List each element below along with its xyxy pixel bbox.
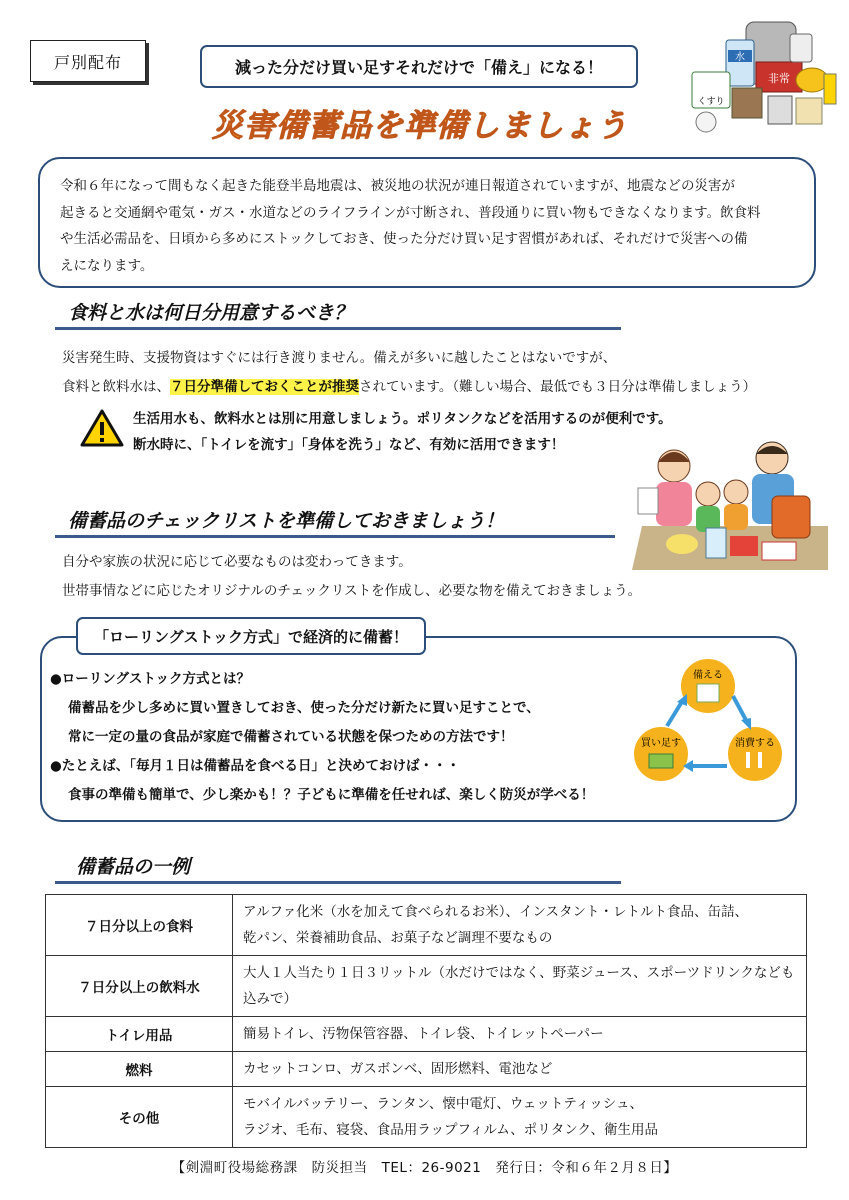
rolling-stock-title: 「ローリングストック方式」で経済的に備蓄！ bbox=[76, 617, 426, 655]
table-item-line: カセットコンロ、ガスボンベ、固形燃料、電池など bbox=[243, 1061, 553, 1077]
family-illustration bbox=[632, 436, 828, 570]
medicine-label: くすり bbox=[697, 97, 725, 107]
footer-contact: 【剣淵町役場総務課 防災担当 TEL：26-9021 発行日：令和６年２月８日】 bbox=[171, 1160, 678, 1176]
table-item-line: ラジオ、毛布、寝袋、食品用ラップフィルム、ポリタンク、衛生用品 bbox=[243, 1122, 658, 1138]
cycle-label-consume: 消費する bbox=[735, 738, 775, 749]
intro-line: えになります。 bbox=[60, 257, 154, 274]
intro-box bbox=[38, 157, 816, 288]
section2-line1: 自分や家族の状況に応じて必要なものは変わってきます。 bbox=[62, 554, 412, 570]
emergency-supplies-illustration bbox=[688, 14, 838, 144]
cycle-label-buy: 買い足す bbox=[641, 738, 681, 749]
table-item-line: 込みで） bbox=[243, 991, 297, 1007]
table-items bbox=[233, 895, 807, 956]
subtitle-banner: 減った分だけ買い足すそれだけで「備え」になる！ bbox=[200, 45, 638, 88]
section1-line2 bbox=[62, 375, 756, 395]
table-category: 燃料 bbox=[46, 1052, 233, 1087]
section1-line2-post: されています。（難しい場合、最低でも３日分は準備しましょう） bbox=[359, 379, 757, 395]
section-divider bbox=[55, 881, 621, 884]
rolling-example: ●たとえば、「毎月１日は備蓄品を食べる日」と決めておけば・・・ bbox=[50, 758, 461, 774]
table-items bbox=[233, 1017, 807, 1052]
table-row bbox=[46, 1052, 807, 1087]
stock-table bbox=[45, 894, 807, 1148]
recommendation-highlight: ７日分準備しておくことが推奨 bbox=[170, 379, 359, 395]
section1-line1: 災害発生時、支援物資はすぐには行き渡りません。備えが多いに越したことはないですが、 bbox=[62, 350, 617, 366]
table-row bbox=[46, 895, 807, 956]
rolling-answer-line1: 備蓄品を少し多めに買い置きしておき、使った分だけ新たに買い足すことで、 bbox=[68, 700, 540, 716]
section-title-food-water: 食料と水は何日分用意するべき？ bbox=[68, 302, 354, 324]
section2-line2: 世帯事情などに応じたオリジナルのチェックリストを作成し、必要な物を備えておきましょう。 bbox=[62, 583, 642, 599]
table-item-line: 乾パン、栄養補助食品、お菓子など調理不要なもの bbox=[243, 930, 553, 946]
table-items bbox=[233, 1087, 807, 1148]
rolling-cycle-diagram bbox=[633, 656, 783, 786]
table-items bbox=[233, 956, 807, 1017]
table-item-line: 簡易トイレ、汚物保管容器、トイレ袋、トイレットペーパー bbox=[243, 1026, 604, 1042]
cycle-label-prepare: 備える bbox=[693, 670, 723, 681]
emergency-label: 非常 bbox=[768, 72, 790, 85]
table-category: ７日分以上の飲料水 bbox=[46, 956, 233, 1017]
page-title: 災害備蓄品を準備しましょう bbox=[212, 108, 628, 144]
table-item-line: アルファ化米（水を加えて食べられるお米）、インスタント・レトルト食品、缶詰、 bbox=[243, 904, 749, 920]
water-label: 水 bbox=[735, 52, 745, 63]
rolling-question: ●ローリングストック方式とは？ bbox=[50, 671, 250, 687]
rolling-example-line2: 食事の準備も簡単で、少し楽かも！？子どもに準備を任せれば、楽しく防災が学べる！ bbox=[68, 787, 595, 803]
section-title-examples: 備蓄品の一例 bbox=[76, 856, 191, 878]
intro-line: 起きると交通網や電気・ガス・水道などのライフラインが寸断され、普段通りに買い物もできなくなります。飲食料 bbox=[60, 204, 761, 221]
table-row bbox=[46, 956, 807, 1017]
section-divider bbox=[55, 327, 621, 330]
table-category: ７日分以上の食料 bbox=[46, 895, 233, 956]
distribution-tag: 戸別配布 bbox=[30, 40, 146, 82]
intro-line: 令和６年になって間もなく起きた能登半島地震は、被災地の状況が連日報道されていますが、地震などの災害が bbox=[60, 178, 735, 194]
table-item-line: 大人１人当たり１日３リットル（水だけではなく、野菜ジュース、スポーツドリンクなども bbox=[243, 965, 795, 981]
warning-line1: 生活用水も、飲料水とは別に用意しましょう。ポリタンクなどを活用するのが便利です。 bbox=[133, 411, 672, 427]
table-item-line: モバイルバッテリー、ランタン、懐中電灯、ウェットティッシュ、 bbox=[243, 1096, 644, 1112]
section1-line2-pre: 食料と飲料水は、 bbox=[62, 379, 170, 395]
warning-line2: 断水時に、「トイレを流す」「身体を洗う」など、有効に活用できます！ bbox=[133, 437, 565, 453]
table-category: その他 bbox=[46, 1087, 233, 1148]
intro-line: や生活必需品を、日頃から多めにストックしておき、使った分だけ買い足す習慣があれば、それだけで災害への備 bbox=[60, 231, 748, 247]
section-title-checklist: 備蓄品のチェックリストを準備しておきましょう！ bbox=[68, 510, 505, 532]
table-row bbox=[46, 1017, 807, 1052]
warning-icon bbox=[80, 408, 124, 448]
table-category: トイレ用品 bbox=[46, 1017, 233, 1052]
section-divider bbox=[55, 535, 615, 538]
rolling-answer-line2: 常に一定の量の食品が家庭で備蓄されている状態を保つための方法です！ bbox=[68, 729, 514, 745]
table-row bbox=[46, 1087, 807, 1148]
table-items bbox=[233, 1052, 807, 1087]
